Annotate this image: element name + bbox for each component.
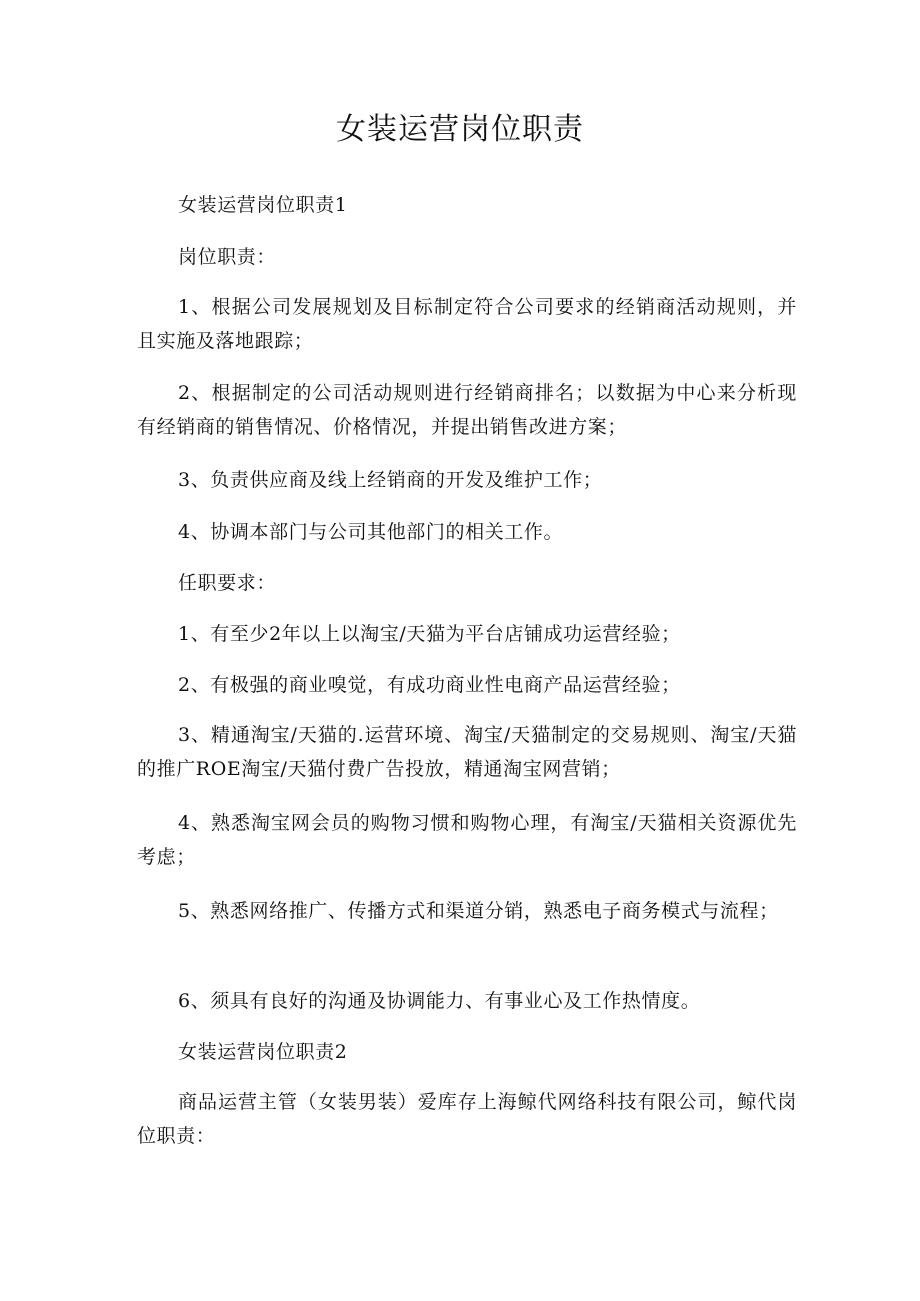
requirement-item-1: 1、有至少2年以上以淘宝/天猫为平台店铺成功运营经验； — [178, 623, 681, 645]
duties-heading: 岗位职责： — [178, 246, 277, 268]
section-heading-2: 女装运营岗位职责2 — [178, 1041, 348, 1063]
requirement-item-5: 5、熟悉网络推广、传播方式和渠道分销，熟悉电子商务模式与流程； — [178, 900, 779, 922]
document-title: 女装运营岗位职责 — [336, 112, 584, 147]
requirements-heading: 任职要求： — [178, 572, 277, 594]
section-2-intro: 商品运营主管（女装男装）爱库存上海鲸代网络科技有限公司，鲸代岗位职责： — [137, 1091, 797, 1147]
duty-item-3: 3、负责供应商及线上经销商的开发及维护工作； — [178, 469, 603, 491]
duty-item-1: 1、根据公司发展规划及目标制定符合公司要求的经销商活动规则，并且实施及落地跟踪； — [137, 296, 797, 352]
duty-item-2: 2、根据制定的公司活动规则进行经销商排名；以数据为中心来分析现有经销商的销售情况、价格情况，并提出销售改进方案； — [137, 382, 797, 438]
requirement-item-6: 6、须具有良好的沟通及协调能力、有事业心及工作热情度。 — [178, 990, 701, 1012]
section-heading-1: 女装运营岗位职责1 — [178, 194, 348, 216]
duty-item-4: 4、协调本部门与公司其他部门的相关工作。 — [178, 521, 564, 543]
requirement-item-4: 4、熟悉淘宝网会员的购物习惯和购物心理，有淘宝/天猫相关资源优先考虑； — [137, 812, 797, 868]
requirement-item-3: 3、精通淘宝/天猫的.运营环境、淘宝/天猫制定的交易规则、淘宝/天猫的推广ROE淘宝/天猫付费广告投放，精通淘宝网营销； — [137, 724, 797, 780]
requirement-item-2: 2、有极强的商业嗅觉，有成功商业性电商产品运营经验； — [178, 674, 681, 696]
